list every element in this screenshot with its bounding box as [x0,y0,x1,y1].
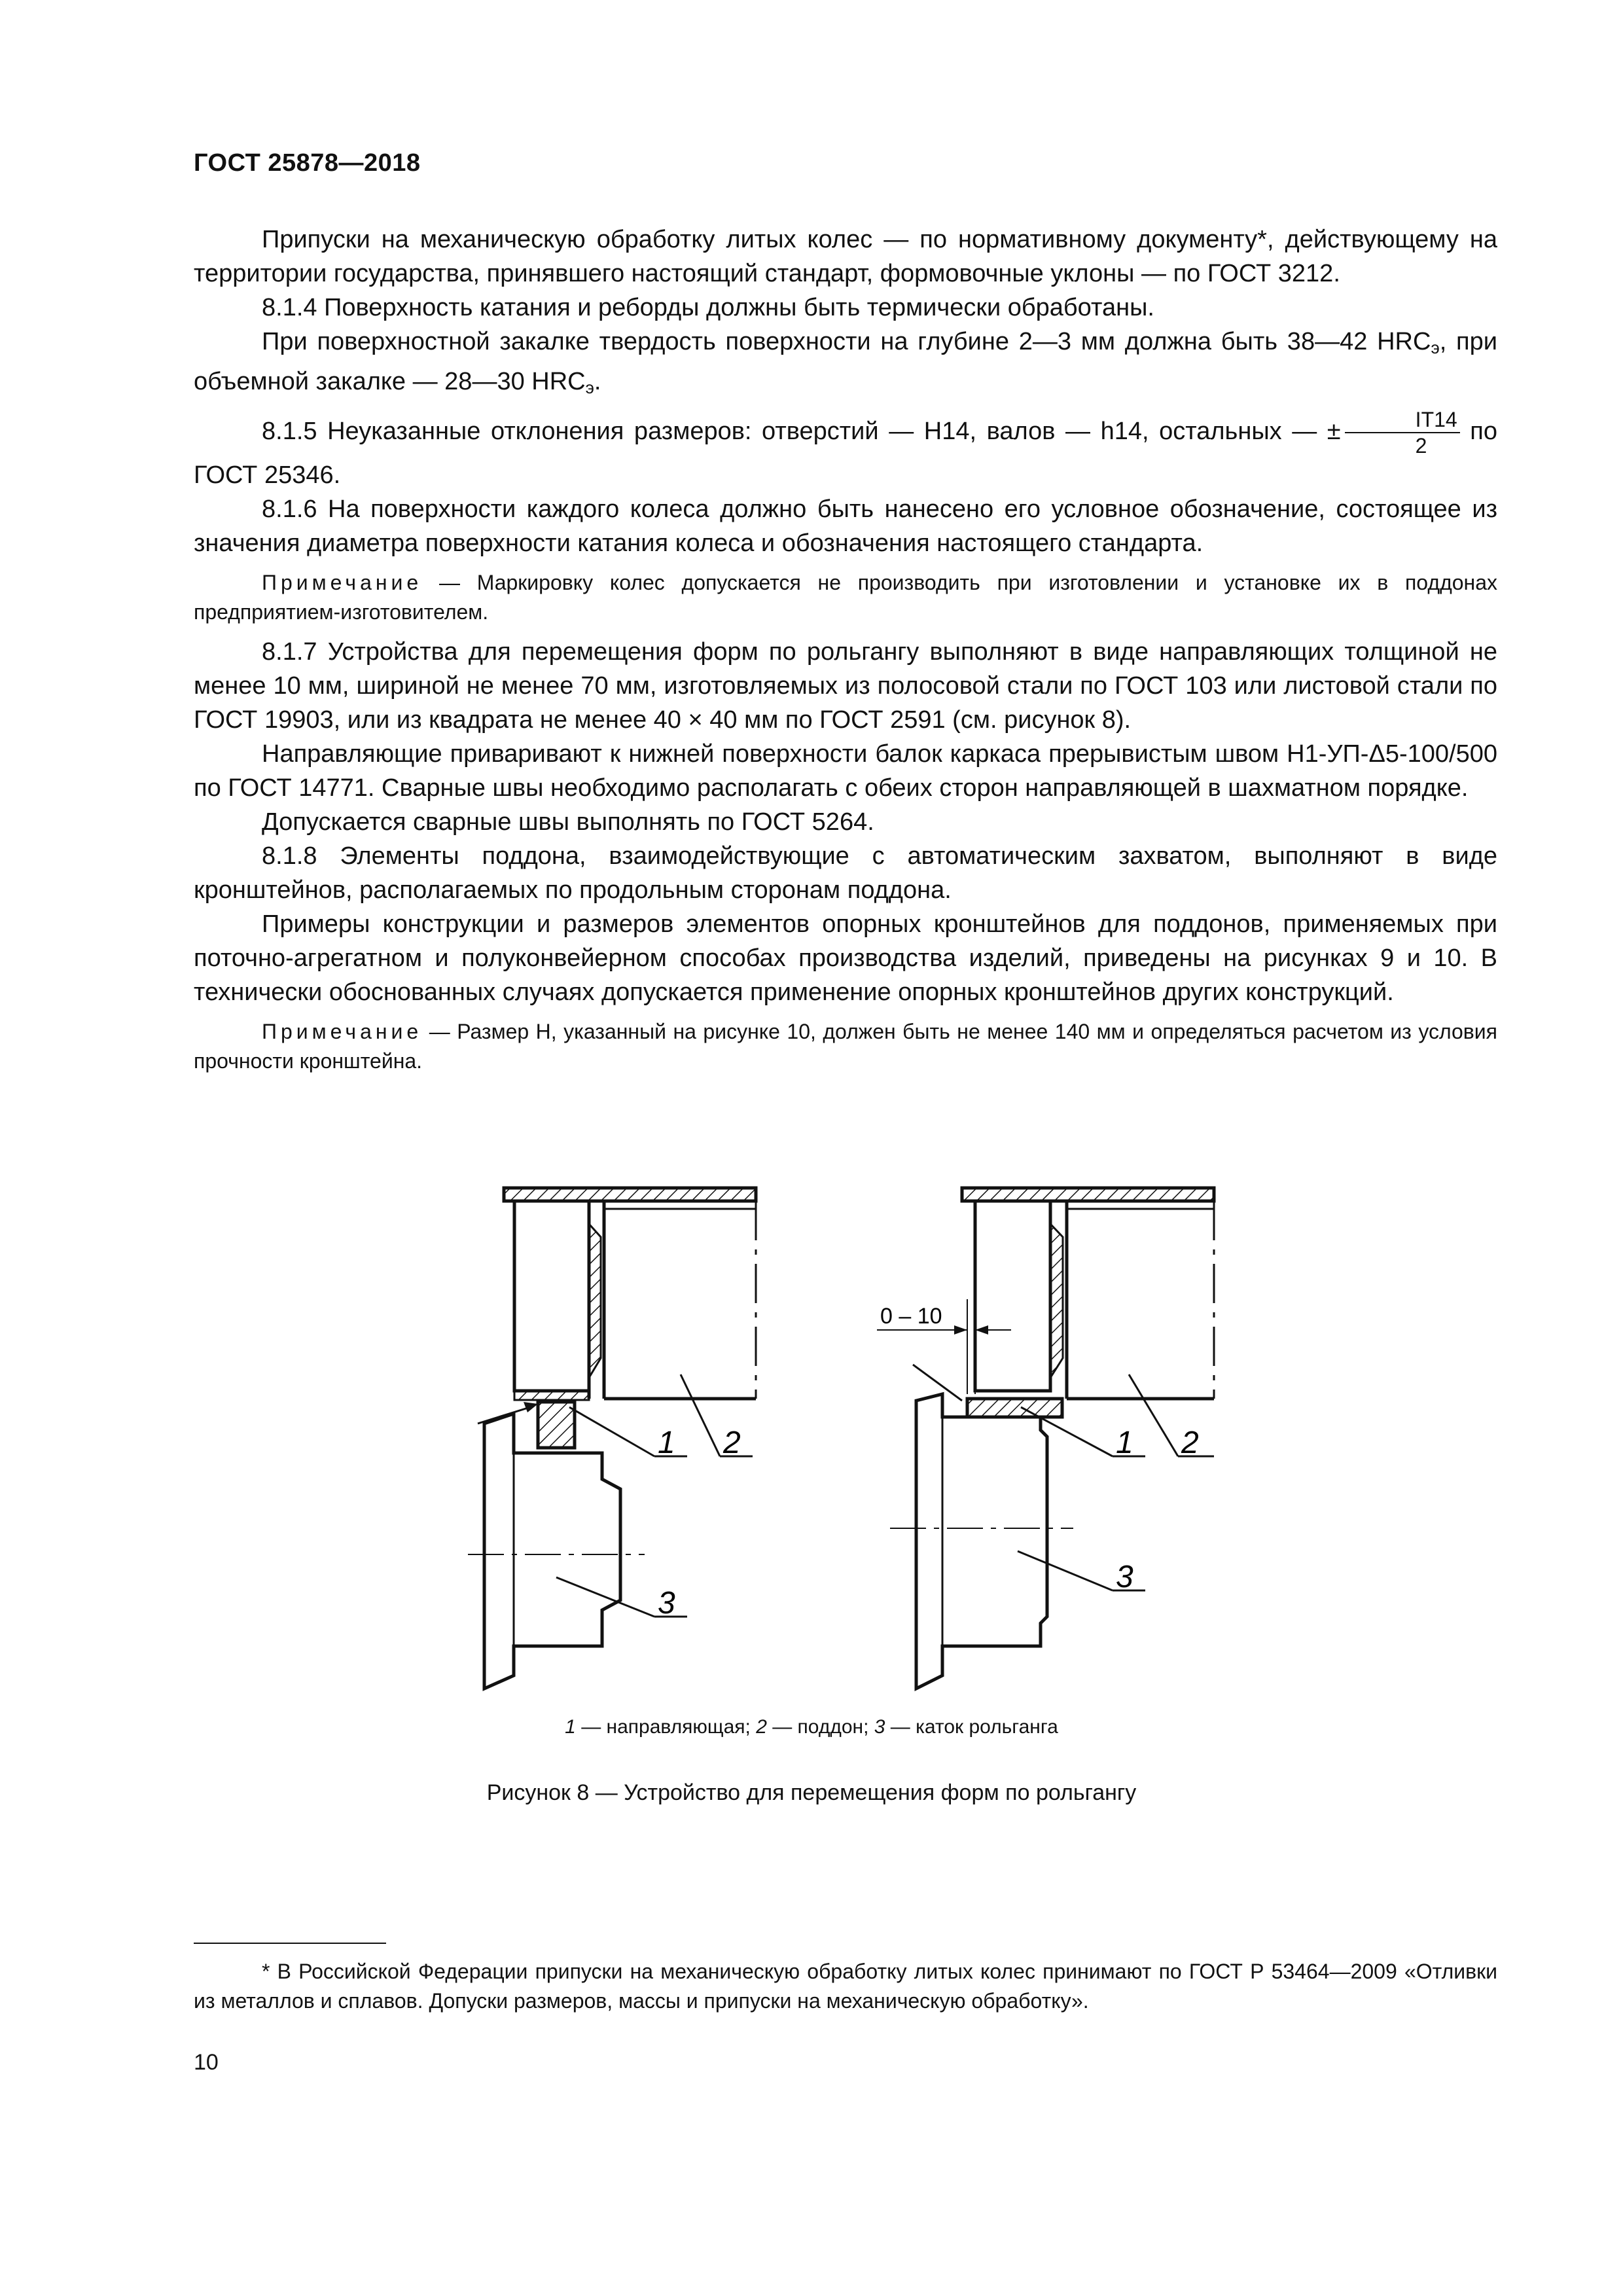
note-marking: Примечание — Маркировку колес допускается не производить при изготовлении и установке их в поддонах предприятием-изготовителем. [194,571,1497,624]
paragraph-8-1-5: 8.1.5 Неуказанные отклонения размеров: отверстий — H14, валов — h14, остальных — ± $\frac{IT14}{2}$ по ГОСТ 25346. [194,408,1497,489]
right-assembly [877,1188,1214,1689]
paragraph-8-1-8: 8.1.8 Элементы поддона, взаимодействующие с автоматическим захватом, выполняют в виде кронштейнов, располагаемых по продольным сторонам поддона. [194,842,1497,904]
figure-legend: 1 — направляющая; 2 — поддон; 3 — каток рольганга [565,1716,1058,1738]
paragraph-8-1-6: 8.1.6 На поверхности каждого колеса должно быть нанесено его условное обозначение, состоящее из значения диаметра поверхности катания колеса и обозначения настоящего стандарта. [194,495,1497,557]
paragraph-examples: Примеры конструкции и размеров элементов опорных кронштейнов для поддонов, применяемых при поточно-агрегатном и полуконвейерном способах производства изделий, приведены на рисунках 9 и 10. В технически обоснованных случаях допускается применение опорных кронштейнов других конструкций. [194,910,1497,1006]
paragraph-hardness: При поверхностной закалке твердость поверхности на глубине 2—3 мм должна быть 38—42 $HRC_э$, при объемной закалке — 28—30 $HRC_э$. [194,328,1497,397]
dimension-label: 0 – 10 [880,1304,942,1329]
paragraph-welding: Направляющие приваривают к нижней поверхности балок каркаса прерывистым швом Н1-УП-Δ5-100/500 по ГОСТ 14771. Сварные швы необходимо располагать с обеих сторон направляющей в шахматном порядке. [194,740,1497,802]
paragraph-8-1-4: 8.1.4 Поверхность катания и реборды должны быть термически обработаны. [262,294,1154,321]
left-assembly [468,1188,756,1689]
footnote-rule [194,1943,386,1944]
note-size-h: Примечание — Размер H, указанный на рисунке 10, должен быть не менее 140 мм и определяться расчетом из условия прочности кронштейна. [194,1020,1497,1073]
channel-left [514,1201,589,1391]
label-2-right: 2 [1181,1426,1199,1460]
channel-right [975,1201,1050,1391]
label-1-left: 1 [658,1426,675,1460]
tolerance-fraction: $\frac{IT14}{2}$ [1345,407,1460,458]
roller-right [916,1394,1047,1689]
label-3-left: 3 [658,1586,675,1621]
label-2-left: 2 [723,1426,741,1460]
guide-right [967,1399,1062,1417]
paragraph-8-1-7: 8.1.7 Устройства для перемещения форм по рольгангу выполняют в виде направляющих толщиной не менее 10 мм, шириной не менее 70 мм, изготовляемых из полосовой стали по ГОСТ 103 или листовой стали по ГОСТ 19903, или из квадрата не менее 40 × 40 мм по ГОСТ 2591 (см. рисунок 8). [194,638,1497,734]
document-header: ГОСТ 25878—2018 [194,149,421,177]
footnote: * В Российской Федерации припуски на механическую обработку литых колес принимают по ГОСТ Р 53464—2009 «Отливки из металлов и сплавов. Допуски размеров, массы и припуски на механическую обработку». [194,1960,1497,2013]
figure-title: Рисунок 8 — Устройство для перемещения форм по рольгангу [486,1780,1137,1805]
top-plate-right [962,1188,1214,1201]
page-number: 10 [194,2050,219,2075]
paragraph-allowances: Припуски на механическую обработку литых колес — по нормативному документу*, действующему на территории государства, принявшего настоящий стандарт, формовочные уклоны — по ГОСТ 3212. [194,226,1497,287]
label-3-right: 3 [1116,1560,1133,1594]
paragraph-welding-alt: Допускается сварные швы выполнять по ГОСТ 5264. [262,808,874,836]
top-plate-left [504,1188,756,1201]
guide-left [538,1402,575,1448]
roller-left [484,1414,620,1689]
label-1-right: 1 [1116,1426,1133,1460]
